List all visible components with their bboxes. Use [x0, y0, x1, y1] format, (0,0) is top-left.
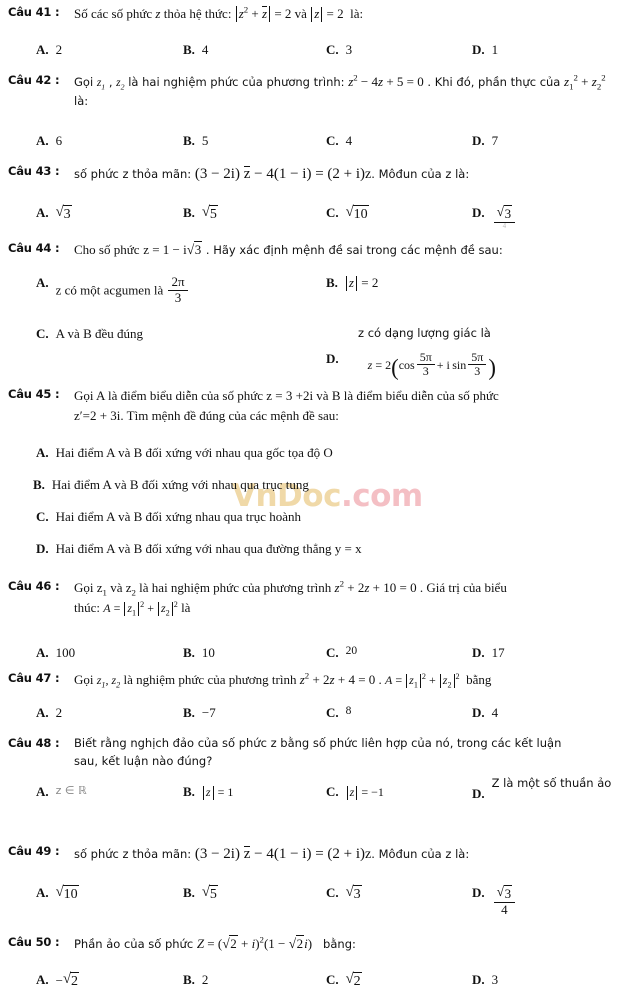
option-a[interactable] [36, 645, 75, 661]
option-letter: B. [183, 705, 195, 720]
question-45-stem: Gọi A là điểm biểu diễn của số phức z = 3 +2i và B là điểm biểu diễn của số phức [74, 388, 499, 403]
question-48-number: Câu 48 : [8, 736, 60, 750]
option-b[interactable] [183, 705, 216, 721]
question-49 [8, 843, 632, 866]
option-value: z = 2 [345, 275, 378, 291]
question-47-stem: Gọi $z_1$, $z_2$ là nghiệm phức của phương trình $z^2 + 2z + 4 = 0$ . $A = z_1^2 + z_2^2$ bằng [74, 670, 492, 690]
option-letter: C. [326, 133, 339, 148]
option-letter: C. [326, 972, 339, 987]
option-value: 3 [345, 42, 353, 57]
question-45-number: Câu 45 : [8, 387, 60, 401]
option-d[interactable] [472, 645, 505, 661]
question-43-stem: số phức z thỏa mãn: (3 − 2i) z − 4(1 − i) = (2 + i)z. Môđun của z là: [74, 166, 470, 182]
option-c[interactable] [326, 133, 352, 149]
option-letter: D. [472, 786, 485, 801]
question-42-number: Câu 42 : [8, 73, 60, 87]
option-b[interactable] [33, 477, 309, 493]
option-value: 8 [345, 705, 352, 717]
option-c[interactable] [326, 705, 351, 721]
option-value: 1 [491, 42, 499, 57]
option-c[interactable] [36, 509, 301, 525]
option-letter: D. [472, 205, 485, 220]
option-value: √ $\frac{3}{4}$ [492, 205, 518, 231]
option-letter: A. [36, 784, 49, 799]
option-d[interactable] [472, 133, 498, 149]
question-41-number: Câu 41 : [8, 5, 60, 19]
question-50-number: Câu 50 : [8, 935, 60, 949]
option-b[interactable] [183, 885, 218, 904]
option-value: A và B đều đúng [55, 326, 144, 341]
option-letter: C. [326, 645, 339, 660]
option-letter: B. [183, 205, 195, 220]
option-value: √ 5 [202, 205, 218, 224]
option-a[interactable] [36, 705, 62, 721]
option-b[interactable] [183, 205, 218, 224]
option-value: 6 [55, 133, 63, 148]
option-value: 2 [55, 705, 63, 720]
question-48-stem: Biết rằng nghịch đảo của số phức z bằng số phức liên hợp của nó, trong các kết luận [74, 736, 562, 750]
option-c[interactable] [326, 784, 384, 800]
option-letter: B. [183, 885, 195, 900]
option-b[interactable] [183, 133, 208, 149]
option-b[interactable] [183, 42, 208, 58]
option-letter: B. [183, 972, 195, 987]
question-42-stem-line2: là: [74, 93, 89, 108]
option-value: 100 [55, 645, 76, 660]
option-value: √ 3 [56, 205, 72, 224]
option-letter: A. [36, 445, 49, 460]
option-value: 17 [491, 645, 505, 660]
option-letter: D. [472, 645, 485, 660]
option-value: Z là một số thuần ảo [491, 776, 612, 790]
option-value: Hai điểm A và B đối xứng với nhau qua đường thẳng y = x [55, 541, 362, 556]
option-value: −7 [201, 705, 216, 720]
option-letter: D. [472, 705, 485, 720]
option-a[interactable] [36, 885, 79, 904]
option-c[interactable] [326, 205, 369, 224]
option-letter: D. [326, 351, 339, 366]
option-value: 20 [345, 645, 358, 657]
option-b[interactable] [326, 275, 378, 291]
option-value: z = −1 [346, 784, 384, 800]
question-44 [8, 240, 632, 260]
option-letter: C. [326, 784, 339, 799]
question-49-stem: số phức z thỏa mãn: (3 − 2i) z − 4(1 − i) = (2 + i)z. Môđun của z là: [74, 846, 470, 862]
option-d[interactable] [472, 42, 498, 58]
option-letter: D. [472, 133, 485, 148]
option-letter: B. [183, 42, 195, 57]
option-value: Hai điểm A và B đối xứng với nhau qua gốc tọa độ O [55, 445, 333, 460]
option-letter: C. [326, 205, 339, 220]
option-letter: C. [36, 326, 49, 341]
option-letter: B. [183, 645, 195, 660]
watermark-tld: .com [340, 478, 423, 514]
option-d[interactable] [472, 972, 498, 988]
question-50-stem: Phần ảo của số phức Z = ( √ 2 + i)$^2$(1 − √ 2i) bằng: [74, 934, 632, 954]
option-value: Hai điểm A và B đối xứng với nhau qua trục tung [51, 477, 309, 492]
option-value: 3 [491, 972, 499, 987]
option-letter: C. [326, 885, 339, 900]
question-46 [8, 578, 632, 618]
option-a[interactable] [36, 445, 333, 461]
question-45 [8, 386, 632, 426]
option-d[interactable] [472, 705, 498, 721]
watermark-brand: VnDoc [232, 478, 341, 514]
option-letter: C. [36, 509, 49, 524]
option-b[interactable] [183, 645, 215, 661]
option-value: 2 [201, 972, 209, 987]
question-46-stem: Gọi $z_1$ và $z_2$ là hai nghiệm phức của phương trình $z^2 + 2z + 10 = 0$ . Giá trị của biểu [74, 578, 507, 598]
option-d[interactable] [36, 541, 362, 557]
option-value: z ∈ ℝ [55, 784, 87, 797]
question-43 [8, 163, 632, 186]
option-letter: D. [472, 885, 485, 900]
option-value: √ 2 [346, 972, 362, 991]
option-letter: A. [36, 705, 49, 720]
question-46-number: Câu 46 : [8, 579, 60, 593]
option-value: 5 [201, 133, 209, 148]
question-48-stem-line2: sau, kết luận nào đúng? [74, 753, 213, 768]
option-c[interactable] [36, 326, 143, 342]
option-value: √ 5 [202, 885, 218, 904]
question-44-number: Câu 44 : [8, 241, 60, 255]
option-d[interactable] [472, 205, 517, 231]
question-47 [8, 670, 632, 690]
option-letter: A. [36, 972, 49, 987]
question-45-stem-line2: z′=2 + 3i. Tìm mệnh đề đúng của các mệnh đề sau: [74, 408, 339, 424]
option-letter: C. [326, 705, 339, 720]
question-42-stem: Gọi $z_1$ , $z_2$ là hai nghiệm phức của phương trình: $z^2 - 4z + 5 = 0$ . Khi đó, phần thực của $z_1^2 + z_2^2$ [74, 72, 606, 92]
option-value: − √ 2 [56, 972, 79, 991]
option-a[interactable] [36, 275, 190, 305]
option-c[interactable] [326, 885, 362, 904]
option-letter: A. [36, 205, 49, 220]
question-49-number: Câu 49 : [8, 844, 60, 858]
option-letter: A. [36, 133, 49, 148]
option-letter: B. [183, 784, 195, 799]
option-value: z = 1 [202, 784, 233, 800]
option-d[interactable] [472, 776, 640, 802]
question-41 [8, 4, 632, 24]
option-letter: B. [326, 275, 338, 290]
option-a[interactable] [36, 42, 62, 58]
option-value: √ 3 [346, 885, 362, 904]
option-letter: A. [36, 645, 49, 660]
option-letter: A. [36, 275, 49, 290]
option-b[interactable] [183, 972, 208, 988]
option-letter: D. [36, 541, 49, 556]
option-letter: A. [36, 42, 49, 57]
question-50 [8, 934, 632, 954]
option-d-caption: z có dạng lượng giác là [358, 326, 491, 340]
question-48 [8, 735, 632, 771]
option-value: 4 [345, 133, 353, 148]
option-value: √ 10 [346, 205, 369, 224]
option-value: z = 2(cos $\frac{5\pi}{3}$ + i sin $\frac{5\pi}{3}$ ) [367, 350, 496, 381]
question-47-number: Câu 47 : [8, 671, 60, 685]
option-d[interactable] [326, 351, 496, 379]
question-42 [8, 72, 632, 111]
option-letter: D. [472, 42, 485, 57]
option-letter: B. [183, 133, 195, 148]
option-value: √ 10 [56, 885, 79, 904]
option-value: 7 [491, 133, 499, 148]
option-letter: A. [36, 885, 49, 900]
option-letter: C. [326, 42, 339, 57]
option-value: 4 [491, 705, 499, 720]
option-d[interactable] [472, 885, 517, 918]
option-value: 10 [201, 645, 215, 660]
option-c[interactable] [326, 42, 352, 58]
option-value: √ $\frac{3}{4}$ [492, 885, 518, 918]
question-46-stem-line2: thúc: $A = z_1^2 + z_2^2$ là [74, 600, 191, 618]
question-43-number: Câu 43 : [8, 164, 60, 178]
option-a[interactable] [36, 205, 72, 224]
question-41-stem: Số các số phức z thỏa hệ thức: $z^2 + z = 2$ và z = 2 là: [74, 4, 364, 21]
option-value: Hai điểm A và B đối xứng nhau qua trục hoành [55, 509, 301, 524]
option-value: 4 [201, 42, 209, 57]
option-value: 2 [55, 42, 63, 57]
option-a[interactable] [36, 784, 87, 800]
option-c[interactable] [326, 645, 357, 661]
option-a[interactable] [36, 133, 62, 149]
option-b[interactable] [183, 784, 233, 800]
option-value: z có một acgumen là $\frac{2\pi}{3}$ [56, 275, 190, 305]
question-44-stem: Cho số phức z = 1 − i √ 3 . Hãy xác định mệnh đề sai trong các mệnh đề sau: [74, 240, 632, 260]
option-letter: D. [472, 972, 485, 987]
option-letter: B. [33, 477, 45, 492]
